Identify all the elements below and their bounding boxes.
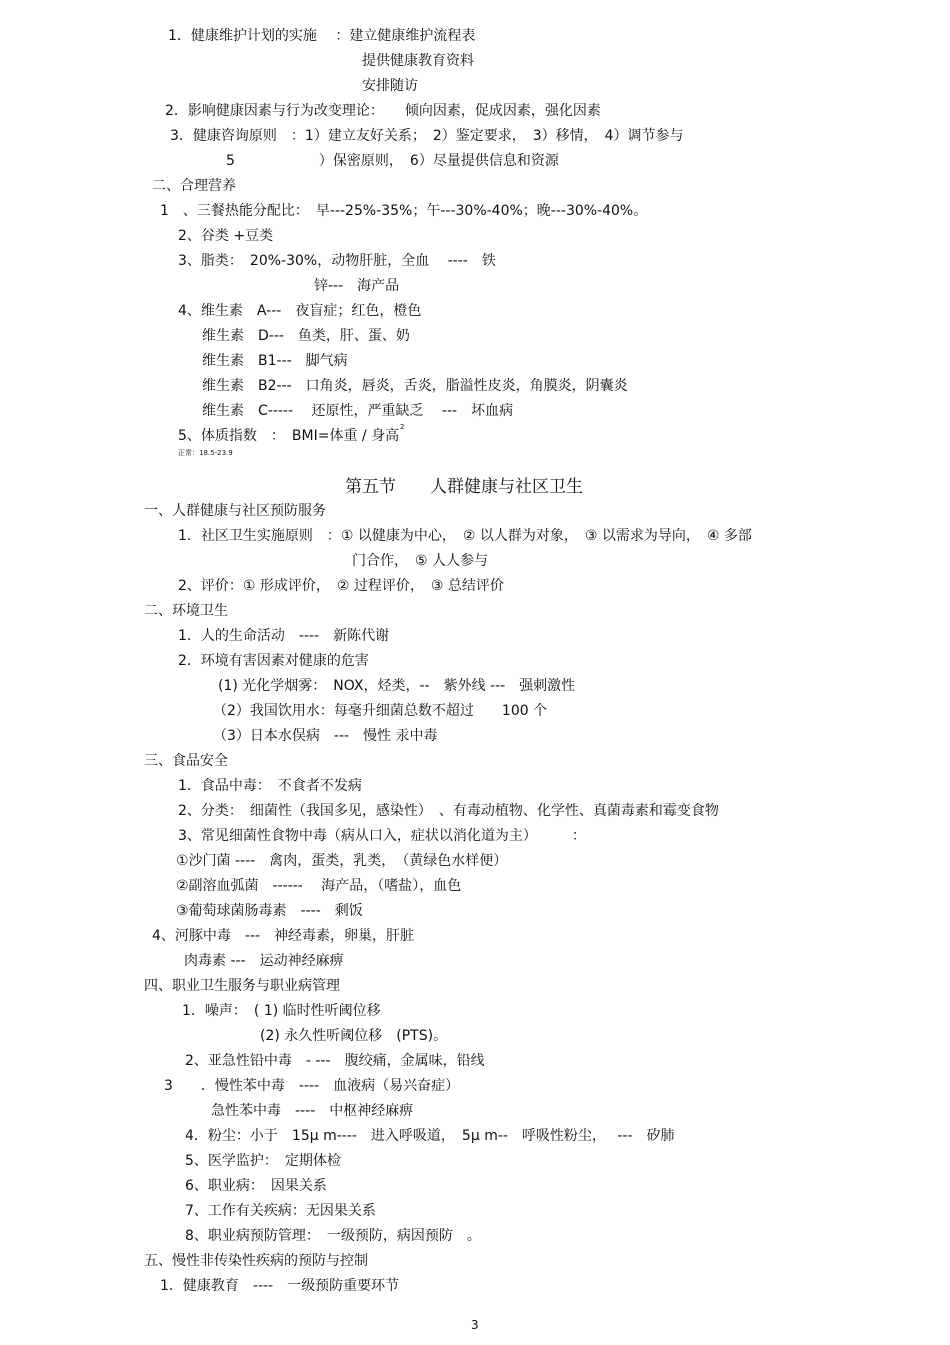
text-line: 4、维生素 A--- 夜盲症；红色，橙色	[178, 303, 422, 319]
text-line: 1 、三餐热能分配比： 早---25%-35%；午---30%-40%；晚---30%-40%。	[160, 203, 648, 219]
text-line: 2．环境有害因素对健康的危害	[178, 653, 369, 669]
text-line: 维生素 D--- 鱼类，肝、蛋、奶	[202, 328, 410, 344]
text-line: 1．人的生命活动 ---- 新陈代谢	[178, 628, 390, 644]
text-line: 2．影响健康因素与行为改变理论： 倾向因素，促成因素，强化因素	[165, 103, 601, 119]
text-line: (1) 光化学烟雾： NOX，烃类，-- 紫外线 --- 强刺激性	[218, 678, 576, 694]
text-line: 提供健康教育资料	[362, 53, 474, 69]
section-heading: 四、职业卫生服务与职业病管理	[144, 978, 340, 994]
text-line: 8、职业病预防管理： 一级预防，病因预防 。	[185, 1228, 481, 1244]
text-line: 2、亚急性铅中毒 - --- 腹绞痛，金属味，铅线	[185, 1053, 485, 1069]
text-line: 5、医学监护： 定期体检	[185, 1153, 341, 1169]
text-line: (2) 永久性听阈位移 (PTS)。	[260, 1028, 448, 1044]
text-line: 锌--- 海产品	[314, 278, 400, 294]
text-line: 1．噪声： ( 1) 临时性听阈位移	[182, 1003, 381, 1019]
text-line: 1．食品中毒： 不食者不发病	[178, 778, 362, 794]
text-line: 安排随访	[362, 78, 418, 94]
text-line: 6、职业病： 因果关系	[185, 1178, 327, 1194]
text-line: 维生素 C----- 还原性，严重缺乏 --- 坏血病	[202, 403, 514, 419]
text-line: 7、工作有关疾病：无因果关系	[185, 1203, 376, 1219]
text-line: ②副溶血弧菌 ------ 海产品，（嗜盐），血色	[176, 878, 462, 894]
text-line: 门合作， ⑤ 人人参与	[352, 553, 489, 569]
text-line: （2）我国饮用水：每毫升细菌总数不超过 100 个	[213, 703, 548, 719]
text-line: ③葡萄球菌肠毒素 ---- 剩饭	[176, 903, 363, 919]
text-line: 4、河豚中毒 --- 神经毒素，卵巢，肝脏	[152, 928, 415, 944]
text-line: 维生素 B1--- 脚气病	[202, 353, 348, 369]
section-heading: 一、人群健康与社区预防服务	[144, 503, 326, 519]
text-line: 5 ）保密原则， 6）尽量提供信息和资源	[226, 153, 559, 169]
text-line: （3）日本水俣病 --- 慢性 汞中毒	[213, 728, 438, 744]
section-title: 第五节 人群健康与社区卫生	[345, 477, 583, 497]
text-line: 肉毒素 --- 运动神经麻痹	[184, 953, 344, 969]
text-line: 3 ．慢性苯中毒 ---- 血液病（易兴奋症）	[164, 1078, 460, 1094]
superscript: 2	[400, 423, 405, 431]
text-line: 3、常见细菌性食物中毒（病从口入，症状以消化道为主） ：	[178, 828, 586, 844]
section-heading: 二、合理营养	[152, 178, 236, 194]
text-line: 维生素 B2--- 口角炎，唇炎，舌炎，脂溢性皮炎，角膜炎，阴囊炎	[202, 378, 628, 394]
text-line: 4．粉尘：小于 15μ m---- 进入呼吸道， 5μ m-- 呼吸性粉尘， --- 矽肺	[185, 1128, 675, 1144]
text-line: 2、谷类 +豆类	[178, 228, 274, 244]
section-heading: 五、慢性非传染性疾病的预防与控制	[144, 1253, 368, 1269]
text-line: ①沙门菌 ---- 禽肉，蛋类，乳类， （黄绿色水样便）	[176, 853, 508, 869]
page-number: 3	[471, 1318, 479, 1332]
text-line: 1．社区卫生实施原则 ：① 以健康为中心， ② 以人群为对象， ③ 以需求为导向， ④ 多部	[178, 528, 752, 544]
text-line: 5、体质指数 ： BMI=体重 / 身高	[178, 428, 400, 444]
text-line: 2、评价：① 形成评价， ② 过程评价， ③ 总结评价	[178, 578, 504, 594]
note-text: 正常：18.5-23.9	[178, 449, 233, 457]
text-line: 1．健康维护计划的实施 ：建立健康维护流程表	[168, 28, 476, 44]
text-line: 急性苯中毒 ---- 中枢神经麻痹	[211, 1103, 414, 1119]
text-line: 3．健康咨询原则 ：1）建立友好关系； 2）鉴定要求， 3）移情， 4）调节参与	[170, 128, 684, 144]
section-heading: 二、环境卫生	[144, 603, 228, 619]
text-line: 3、脂类： 20%-30%，动物肝脏，全血 ---- 铁	[178, 253, 496, 269]
section-heading: 三、食品安全	[144, 753, 228, 769]
text-line: 2、分类： 细菌性（我国多见，感染性） 、有毒动植物、化学性、真菌毒素和霉变食物	[178, 803, 719, 819]
text-line: 1．健康教育 ---- 一级预防重要环节	[160, 1278, 400, 1294]
